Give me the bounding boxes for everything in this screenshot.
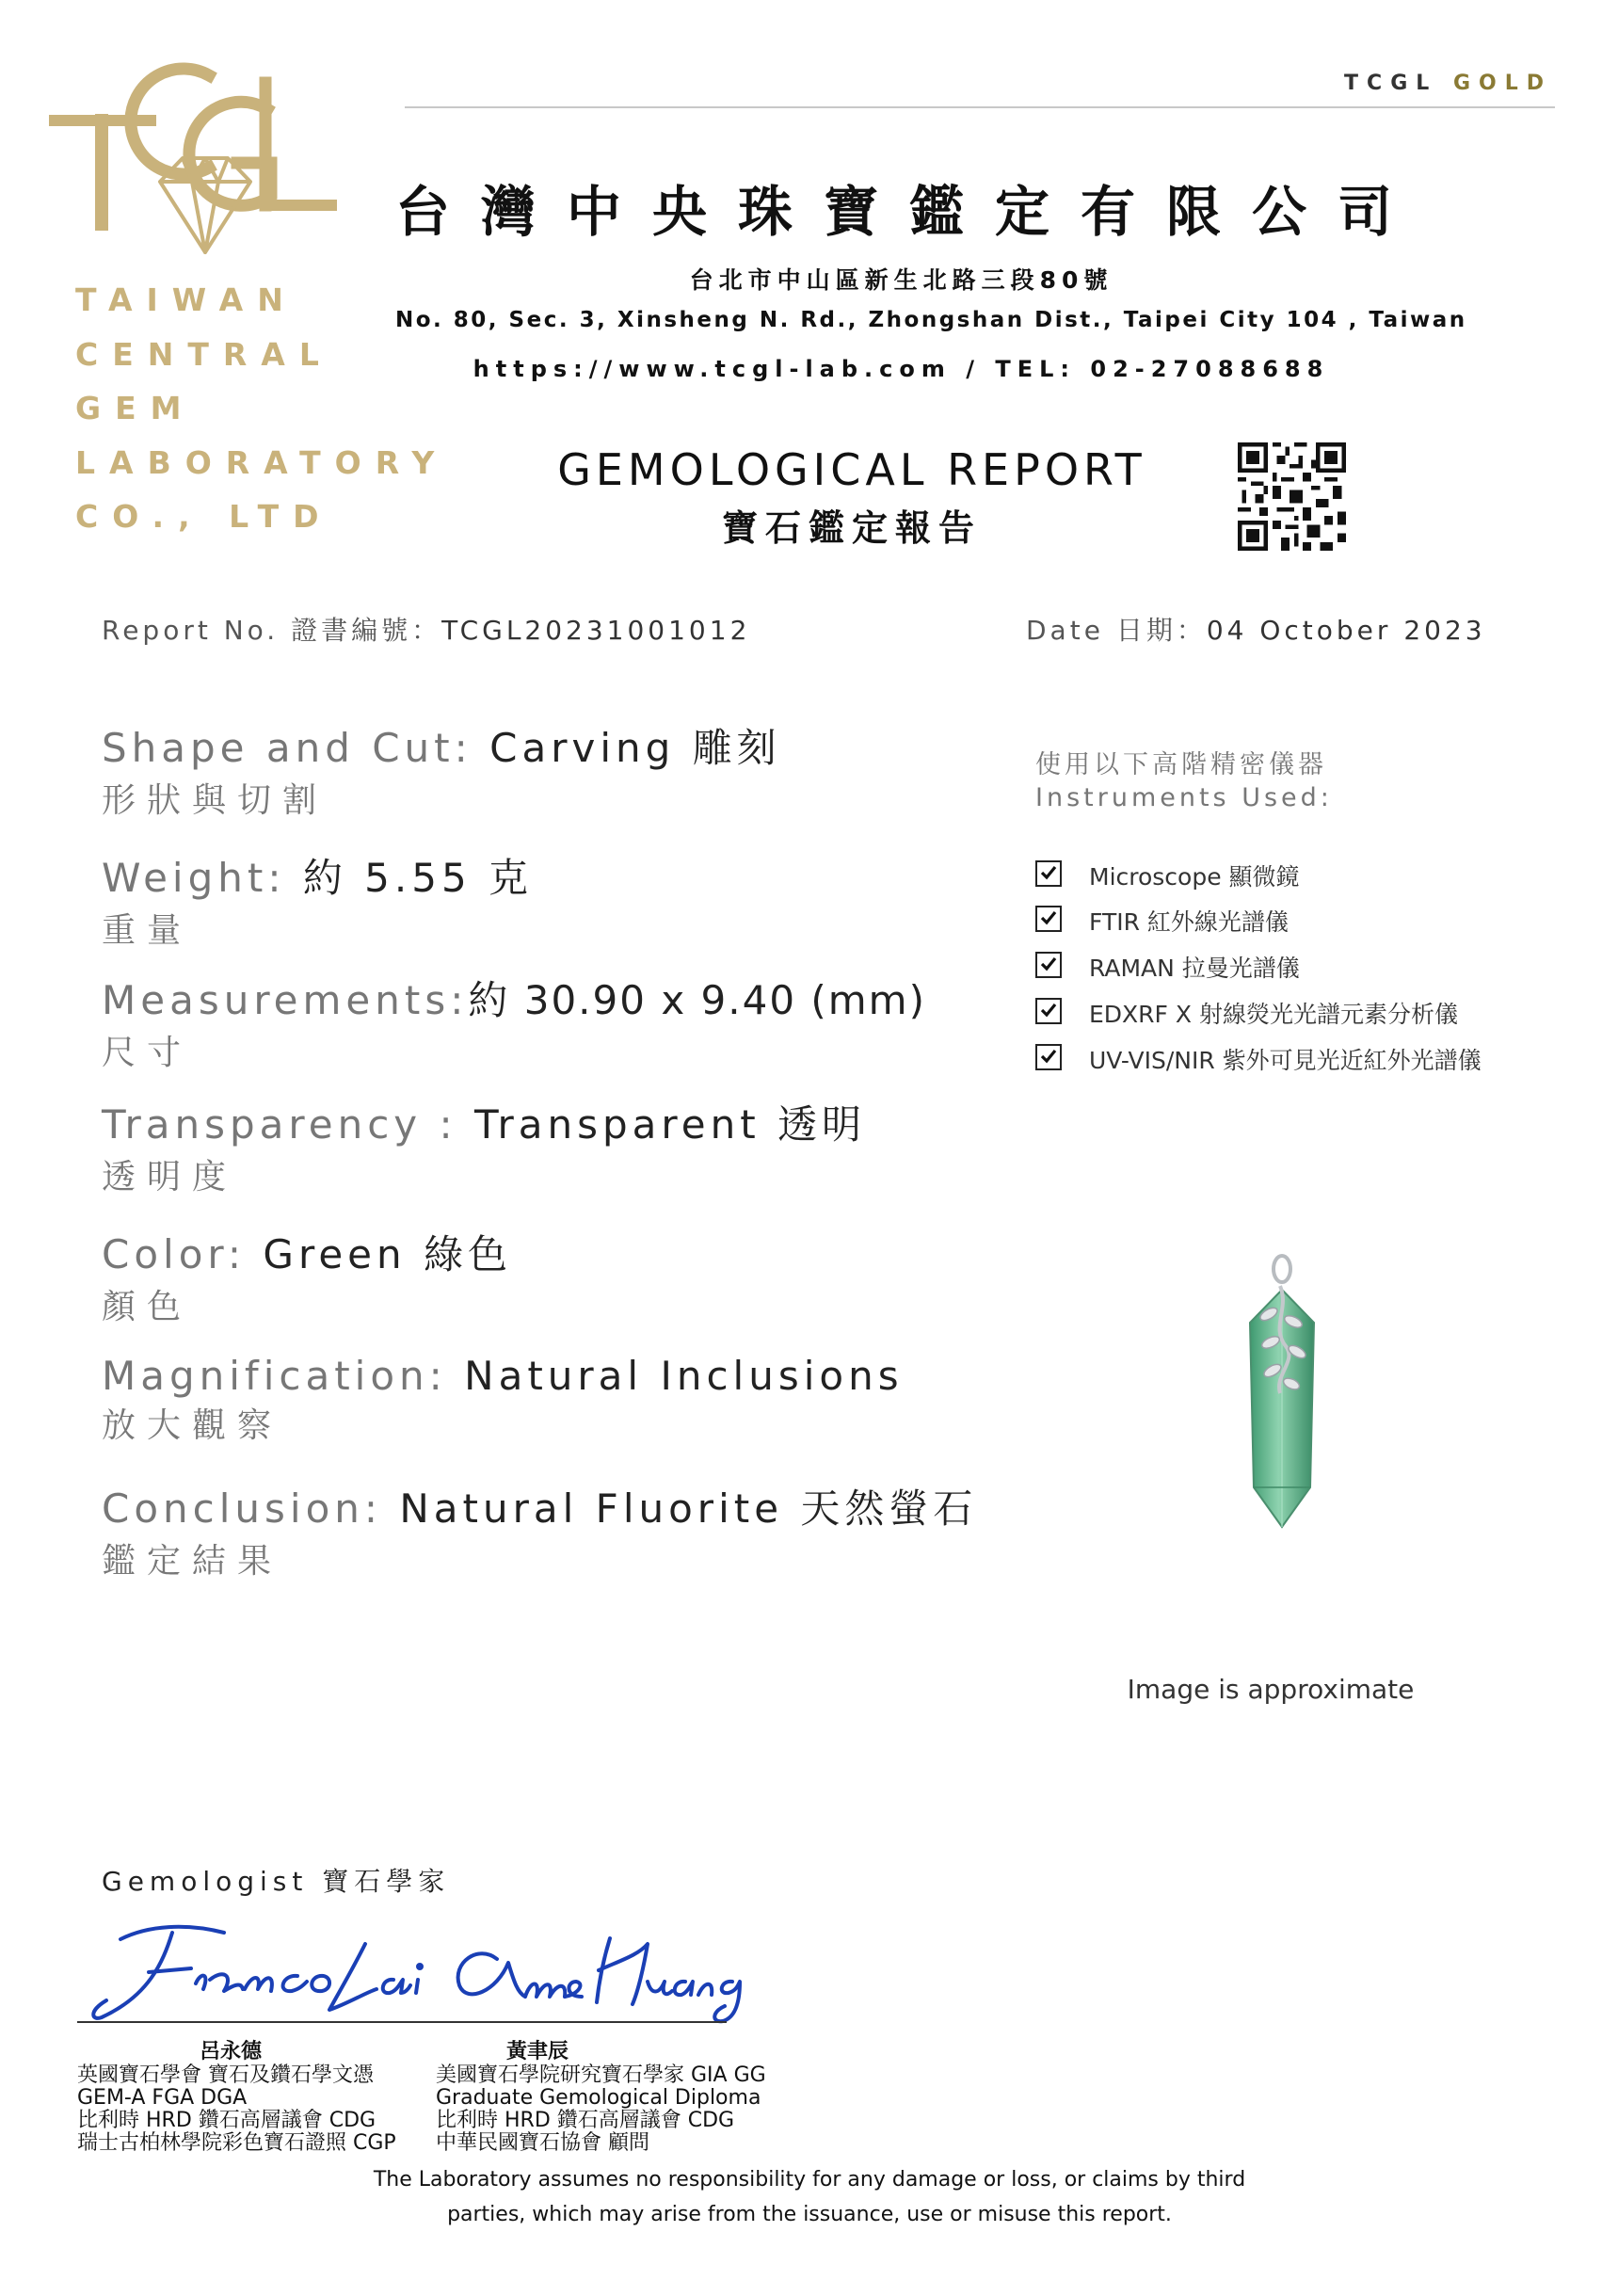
field-transparency [102,1094,866,1198]
credential-line: 英國寶石學會 寶石及鑽石學文憑 [77,2063,374,2087]
lab-name-logo-text [75,273,448,544]
field-magnification [102,1353,904,1447]
gemologist-credentials-left [77,2064,396,2155]
field-color [102,1224,512,1328]
checkbox-checked-icon [1035,998,1062,1024]
gemologist-name-right: 黃聿辰 [506,2040,569,2063]
gemologist-name-left: 呂永德 [200,2040,263,2063]
field-measurements [102,970,926,1074]
address-chinese: 台北市中山區新生北路三段80號 [689,266,1113,294]
credential-line: 瑞士古柏林學院彩色寶石證照 CGP [77,2131,396,2155]
contact-line: https://www.tcgl-lab.com / TEL: 02-27088688 [473,356,1330,382]
instrument-label: Microscope 顯微鏡 [1089,863,1300,891]
field-value: 約 5.55 克 [302,855,534,901]
address-english: No. 80, Sec. 3, Xinsheng N. Rd., Zhongshan Dist., Taipei City 104 , Taiwan [395,308,1467,332]
report-date-value: 04 October 2023 [1206,615,1486,646]
header-divider [405,106,1555,108]
field-label: Weight: [102,855,303,901]
report-number-value: TCGL20231001012 [441,615,751,646]
field-label: Conclusion: [102,1485,400,1532]
report-date [1026,610,1486,648]
instrument-label: RAMAN 拉曼光譜儀 [1089,955,1300,982]
report-number-label: Report No. 證書編號： [102,615,442,646]
credential-line: 比利時 HRD 鑽石高層議會 CDG [77,2109,376,2132]
checkbox-checked-icon [1035,860,1062,887]
field-value: Transparent 透明 [474,1101,867,1148]
field-weight [102,847,533,952]
instruments-heading-english: Instruments Used: [1035,783,1333,812]
checkbox-checked-icon [1035,906,1062,932]
instrument-label: FTIR 紅外線光譜儀 [1089,908,1289,936]
field-value: Natural Fluorite 天然螢石 [399,1485,978,1532]
brand-tcgl: TCGL [1344,72,1438,95]
credential-line: GEM-A FGA DGA [77,2086,248,2110]
gemologist-heading: Gemologist 寶石學家 [102,1866,451,1897]
gemologist-credentials-right [436,2064,766,2155]
field-conclusion [102,1478,977,1582]
field-value: 約 30.90 x 9.40 (mm) [468,977,926,1023]
qr-code-icon [1238,442,1346,551]
credential-line: Graduate Gemological Diploma [436,2086,761,2110]
field-label-chinese: 鑑定結果 [102,1542,283,1581]
field-label-chinese: 尺寸 [102,1034,193,1072]
report-title-chinese: 寶石鑑定報告 [721,507,982,549]
field-value: Carving 雕刻 [489,725,781,771]
tcgl-logo-monogram [49,55,350,257]
report-number [102,610,750,648]
field-label-chinese: 重量 [102,911,193,950]
report-date-label: Date 日期： [1026,615,1207,646]
lab-name-line: CO., LTD [75,498,333,535]
disclaimer [339,2162,1280,2232]
field-value: Green 綠色 [263,1231,512,1277]
field-label: Transparency : [102,1101,474,1148]
field-label-chinese: 放大觀察 [102,1406,283,1445]
field-label-chinese: 形狀與切割 [102,781,328,820]
disclaimer-line: The Laboratory assumes no responsibility for any damage or loss, or claims by third [373,2168,1246,2192]
field-label: Measurements: [102,977,469,1023]
instrument-label: EDXRF X 射線熒光光譜元素分析儀 [1089,1001,1458,1028]
lab-name-line: TAIWAN [75,281,297,318]
field-label: Color: [102,1231,264,1277]
report-title-english: GEMOLOGICAL REPORT [557,444,1146,495]
checkbox-checked-icon [1035,952,1062,978]
credential-line: 比利時 HRD 鑽石高層議會 CDG [436,2109,735,2132]
image-approximate-note: Image is approximate [1127,1674,1415,1705]
lab-name-line: CENTRAL [75,335,333,373]
instruments-heading-chinese: 使用以下高階精密儀器 [1035,750,1327,779]
fluorite-pendant-image [1224,1252,1337,1534]
credential-line: 中華民國寶石協會 顧問 [436,2131,649,2155]
checkbox-checked-icon [1035,1044,1062,1070]
disclaimer-line: parties, which may arise from the issuance, use or misuse this report. [447,2203,1172,2226]
brand-gold: GOLD [1452,72,1552,95]
field-label-chinese: 顏色 [102,1288,193,1326]
credential-line: 美國寶石學院研究寶石學家 GIA GG [436,2063,766,2087]
handwritten-signature [83,1906,761,2024]
field-label: Magnification: [102,1353,465,1399]
field-label: Shape and Cut: [102,725,490,771]
instrument-label: UV-VIS/NIR 紫外可見光近紅外光譜儀 [1089,1047,1482,1074]
lab-name-line: GEM [75,390,196,426]
field-shape-and-cut [102,717,781,822]
brand-tag [1344,72,1552,95]
lab-name-line: LABORATORY [75,443,449,481]
field-label-chinese: 透明度 [102,1158,238,1196]
company-name: 台灣中央珠寶鑑定有限公司 [395,180,1424,244]
field-value: Natural Inclusions [464,1353,904,1399]
signature-line [77,2021,727,2023]
